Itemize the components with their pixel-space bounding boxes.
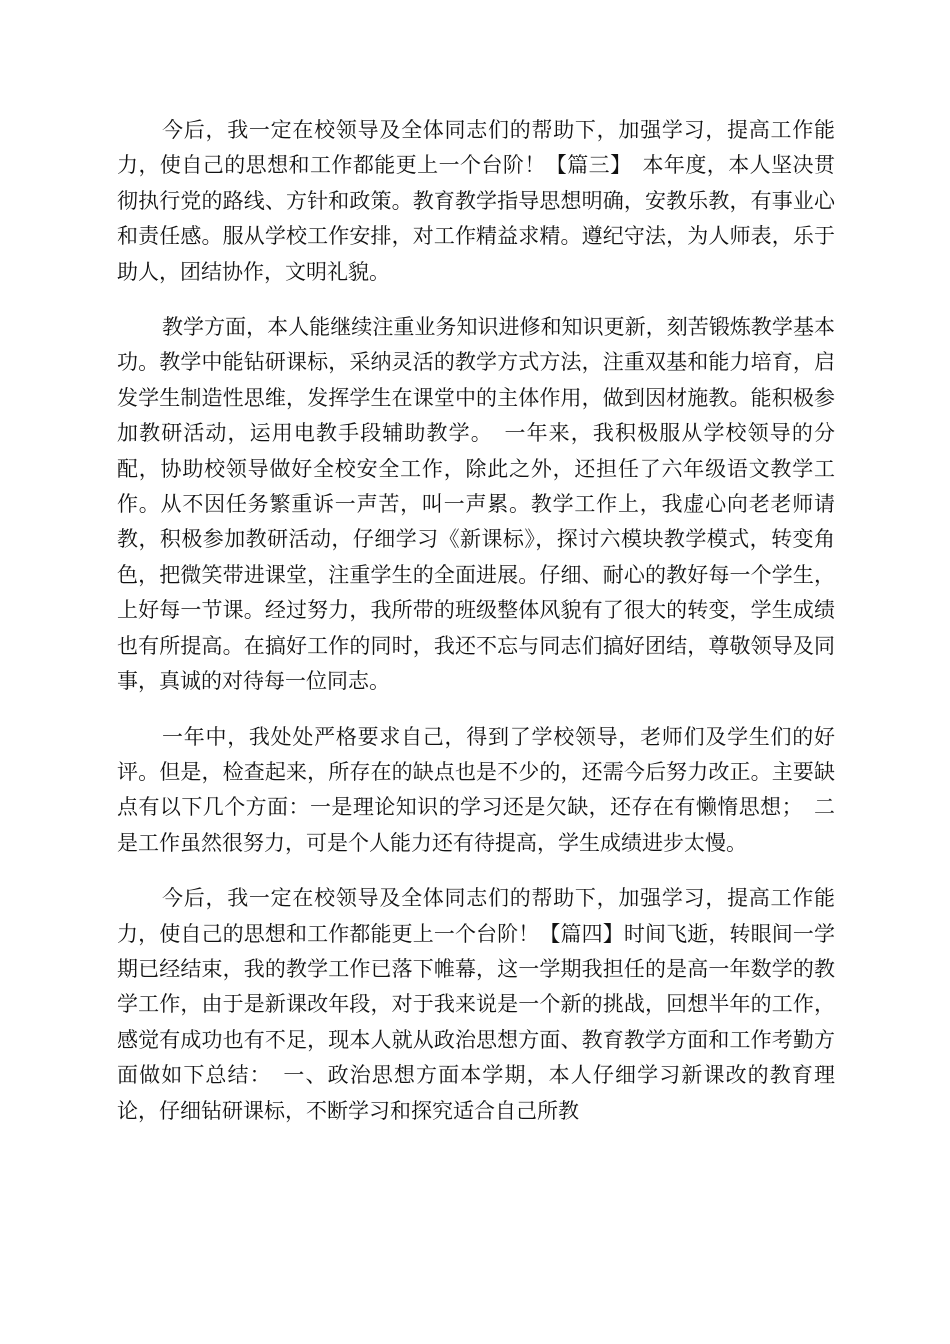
paragraph-4: 今后，我一定在校领导及全体同志们的帮助下，加强学习，提高工作能力，使自己的思想和工作都能更上一个台阶！【篇四】时间飞逝，转眼间一学期已经结束，我的教学工作已落下帷幕，这一学期我担任的是高一年数学的教学工作，由于是新课改年段，对于我来说是一个新的挑战，回想半年的工作，感觉有成功也有不足，现本人就从政治思想方面、教育教学方面和工作考勤方面做如下总结： 一、政治思想方面本学期，本人仔细学习新课改的教育理论，仔细钻研课标，不断学习和探究适合自己所教 — [117, 886, 835, 1123]
paragraph-3: 一年中，我处处严格要求自己，得到了学校领导，老师们及学生们的好评。但是，检查起来，所存在的缺点也是不少的，还需今后努力改正。主要缺点有以下几个方面：一是理论知识的学习还是欠缺，还存在有懒惰思想； 二是工作虽然很努力，可是个人能力还有待提高，学生成绩进步太慢。 — [117, 724, 835, 855]
document-body — [117, 113, 835, 1149]
paragraph-1: 今后，我一定在校领导及全体同志们的帮助下，加强学习，提高工作能力，使自己的思想和工作都能更上一个台阶！【篇三】 本年度，本人坚决贯彻执行党的路线、方针和政策。教育教学指导思想明确，安教乐教，有事业心和责任感。服从学校工作安排，对工作精益求精。遵纪守法，为人师表，乐于助人，团结协作，文明礼貌。 — [117, 118, 835, 284]
paragraph-2: 教学方面，本人能继续注重业务知识进修和知识更新，刻苦锻炼教学基本功。教学中能钻研课标，采纳灵活的教学方式方法，注重双基和能力培育，启发学生制造性思维，发挥学生在课堂中的主体作用，做到因材施教。能积极参加教研活动，运用电教手段辅助教学。 一年来，我积极服从学校领导的分配，协助校领导做好全校安全工作，除此之外，还担任了六年级语文教学工作。从不因任务繁重诉一声苦，叫一声累。教学工作上，我虚心向老老师请教，积极参加教研活动，仔细学习《新课标》，探讨六模块教学模式，转变角色，把微笑带进课堂，注重学生的全面进展。仔细、耐心的教好每一个学生，上好每一节课。经过努力，我所带的班级整体风貌有了很大的转变，学生成绩也有所提高。在搞好工作的同时，我还不忘与同志们搞好团结，尊敬领导及同事，真诚的对待每一位同志。 — [117, 315, 835, 694]
